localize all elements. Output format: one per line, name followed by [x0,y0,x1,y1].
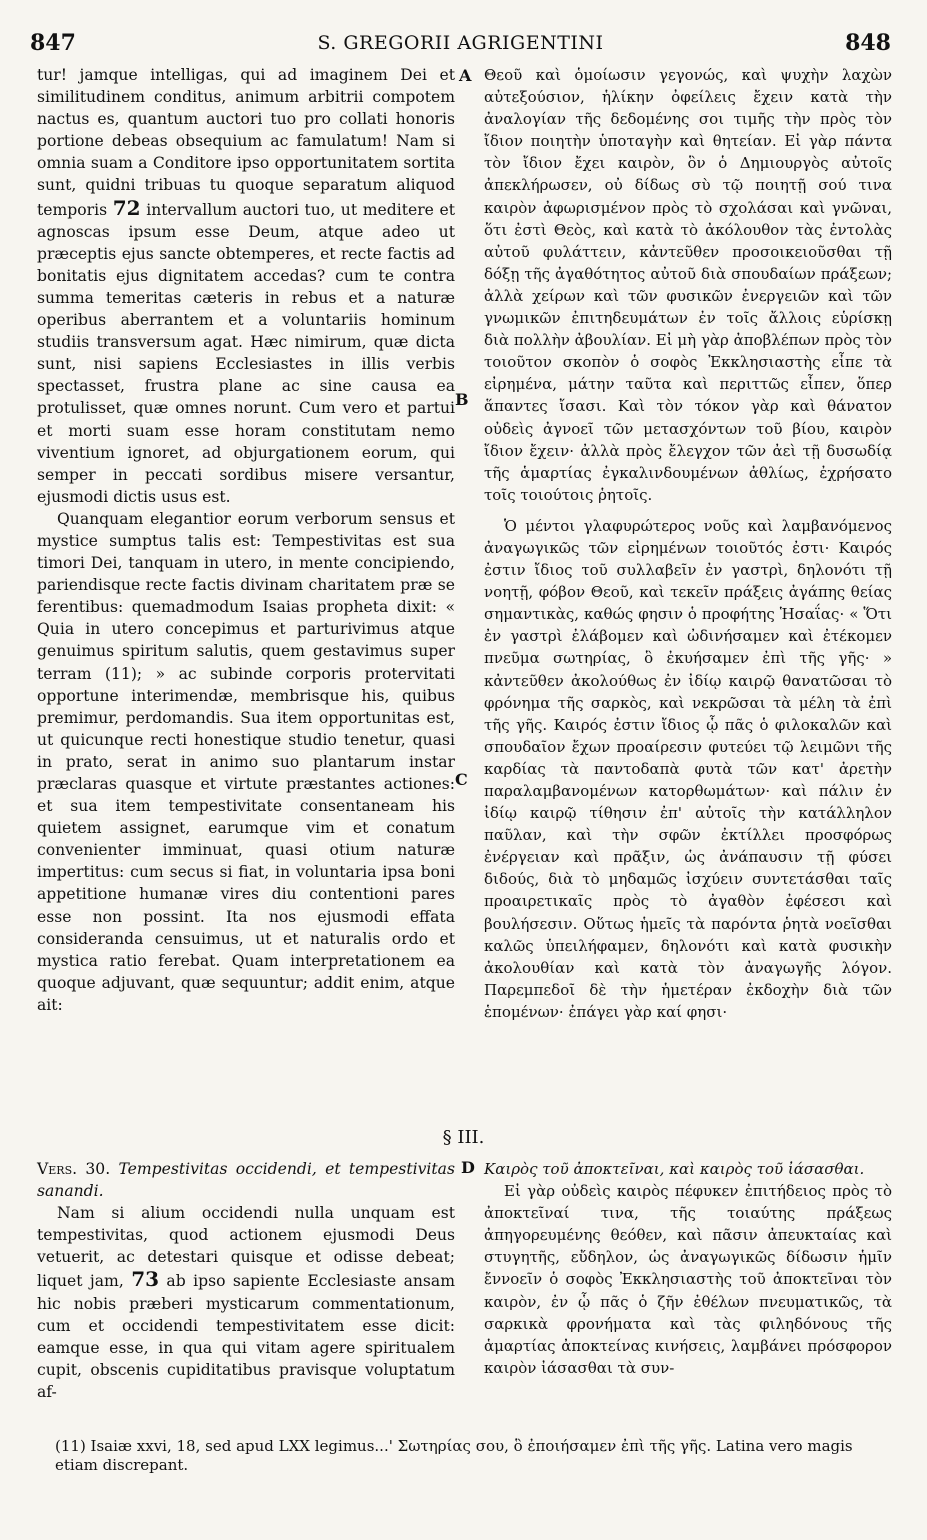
marker-a: A [459,66,472,85]
section-heading: § III. [442,1127,485,1148]
latin-paragraph-1: tur! jamque intelligas, qui ad imaginem Dei et similitudinem conditus, animum arbitrii compotem nactus es, quantum auctori tuo pro collati honoris portione debeas obsequium ac famulatum! Nam si omnia suam a Conditore ipso opportunitatem sortita sunt, quidni tribuas tu quoque separatum aliquod temporis 72 intervallum auctori tuo, ut meditere et agnoscas ipsum esse Deum, atque adeo ut præceptis ejus sancte obtemperes, et recte factis ad bonitatis ejus dignitatem accedas? cum te contra summa temeritas cæteris in rebus et a naturæ operibus aberrantem et a voluntariis hominum studiis transversum agat. Hæc nimirum, quæ dicta sunt, nisi sapiens Ecclesiastes in illis verbis spectasset, frustra plane ac sine causa ea protulisset, quæ omnes norunt. Cum vero et partui et morti suam esse horam constitutam nemo viventium ignoret, ad objurgationem eorum, qui semper in peccati sordibus misere versantur, ejusmodi dictis usus est. [37,66,456,506]
page-number-left: 847 [30,30,76,56]
greek-column-verse [484,1158,892,1379]
footnote: (11) Isaiæ xxvi, 18, sed apud LXX legimus...' Σωτηρίας σου, ὃ ἐποιήσαμεν ἐπὶ τῆς γῆς. Latina vero magis etiam discrepant. [55,1437,853,1474]
latin-paragraph-2: Quanquam elegantior eorum verborum sensus et mystice sumptus talis est: Tempestivitas est sua timori Dei, tanquam in utero, in mente concipiendo, pariendisque recte factis divinam charitatem præ se ferentibus: quemadmodum Isaias propheta dixit: « Quia in utero concepimus et parturivimus atque genuimus spiritum salutis, quem gestavimus super terram (11); » ac subinde corporis protervitati opportune interimendæ, membrisque his, quibus premimur, perdomandis. Sua item opportunitas est, ut quicunque recti honestique studio tenetur, quasi in prato, serat in animo suo plantarum instar præclaras quasque et virtute præstantes actiones: et sua item tempestivitate consentaneam his quietem assignet, earumque vim et conatum convenienter imminuat, quasi otium naturæ impertitus: cum secus si fiat, in voluntaria ipsa boni appetitione humanæ vires diu contentioni pares esse non possint. Ita nos ejusmodi effata consideranda censuimus, ut et naturalis ordo et mystica ratio ferebat. Quam interpretationem ea quoque adjuvant, quæ sequuntur; addit enim, atque ait: [37,509,455,1014]
greek-verse-heading: Καιρὸς τοῦ ἀποκτεῖναι, καὶ καιρὸς τοῦ ἰάσασθαι. [484,1160,865,1178]
column-number-73: 73 [131,1267,160,1292]
latin-verse-body: Nam si alium occidendi nulla unquam est tempestivitas, quod actionem ejusmodi Deus vetuerit, ac detestari quisque et odisse debeat; liquet jam, 73 ab ipso sapiente Ecclesiaste ansam hic nobis præberi mysticarum commentationum, cum et occidendi tempestivitatem esse dicit: eamque esse, in qua qui vitam agere spiritualem cupit, obscenis cupiditatibus pravisque voluptatum af- [37,1204,455,1401]
running-title: S. GREGORII AGRIGENTINI [317,32,604,54]
column-number-72: 72 [112,195,141,220]
latin-verse-heading [37,1158,455,1202]
latin-column-verse [37,1158,455,1403]
marker-c: C [455,770,468,789]
marker-b: B [455,390,469,409]
latin-column-top [37,64,455,1016]
page-number-right: 848 [845,30,891,56]
verse-title: Tempestivitas occidendi, et tempestivitas sanandi. [37,1160,455,1201]
page-header [30,30,891,60]
greek-column-top [484,64,892,1023]
greek-paragraph-2: Ὁ μέντοι γλαφυρώτερος νοῦς καὶ λαμβανόμενος ἀναγωγικῶς τῶν εἰρημένων τοιοῦτός ἐστι· Καιρός ἐστιν ἴδιος τοῦ συλλαβεῖν ἐν γαστρὶ, δηλονότι τῇ νοητῇ, φόβον Θεοῦ, καὶ τεκεῖν πράξεις ἀγάπης θείας σημαντικὰς, καθώς φησιν ὁ προφήτης Ἡσαΐας· « Ὅτι ἐν γαστρὶ ἐλάβομεν καὶ ὠδινήσαμεν καὶ ἐτέκομεν πνεῦμα σωτηρίας, ὃ ἐκυήσαμεν ἐπὶ τῆς γῆς· » κἀντεῦθεν ἀκολούθως ἐν ἰδίῳ καιρῷ θανατῶσαι τὸ φρόνημα τῆς σαρκὸς, καὶ νεκρῶσαι τὰ μέλη τὰ ἐπὶ τῆς γῆς. Καιρός ἐστιν ἴδιος ᾧ πᾶς ὁ φιλοκαλῶν καὶ σπουδαῖον ἔχων προαίρεσιν φυτεύει τῷ λειμῶνι τῆς καρδίας τὰ παντοδαπὰ φυτὰ τῶν κατ' ἀρετὴν παραλαμβανομένων κατορθωμάτων· καὶ πάλιν ἐν ἰδίῳ καιρῷ τίθησιν ἐπ' αὐτοῖς τὴν κατάλληλον παῦλαν, καὶ τὴν σφῶν ἐκτίλλει προσφόρως ἐνέργειαν καὶ πρᾶξιν, ὡς ἀνάπαυσιν τῇ φύσει διδούς, διὰ τὸ μηδαμῶς ἰσχύειν συντετάσθαι ταῖς προαιρετικαῖς πρὸς τὸ ἀγαθὸν ἐφέσεσι καὶ βουλήσεσιν. Οὕτως ἡμεῖς τὰ παρόντα ῥητὰ νοεῖσθαι καλῶς ὑπειλήφαμεν, δηλονότι καὶ κατὰ φυσικὴν ἀκολουθίαν καὶ κατὰ τὸν ἀναγωγῆς λόγον. Παρεμπεδοῖ δὲ τὴν ἡμετέραν ἐκδοχὴν διὰ τῶν ἑπομένων· ἐπάγει γὰρ καί φησι· [484,516,892,1021]
greek-paragraph-1: Θεοῦ καὶ ὁμοίωσιν γεγονώς, καὶ ψυχὴν λαχὼν αὐτεξούσιον, ἡλίκην ὀφείλεις ἔχειν κατὰ τὴν ἀναλογίαν τῆς δεδομένης σοι τιμῆς τὴν πρὸς τὸν ἴδιον ποιητὴν ὑποταγὴν καὶ θητείαν. Εἰ γὰρ πάντα τὸν ἴδιον ἔχει καιρὸν, ὃν ὁ Δημιουργὸς αὐτοῖς ἀπεκλήρωσεν, οὐ δίδως σὺ τῷ ποιητῇ σού τινα καιρὸν ἀφωρισμένον πρὸς τὸ σχολάσαι καὶ γνῶναι, ὅτι ἐστὶ Θεὸς, καὶ κατὰ τὸ ἀκόλουθον τὰς ἐντολὰς αὐτοῦ φυλάττειν, κἀντεῦθεν προσοικειοῦσθαι τῇ δόξῃ τῆς ἀγαθότητος αὐτοῦ διὰ σπουδαίων πράξεων; ἀλλὰ χείρων καὶ τῶν φυσικῶν ἐνεργειῶν καὶ τῶν γνωμικῶν ἐπιτηδευμάτων ἐν τοῖς ἄλλοις εὑρίσκῃ διὰ πολλὴν ἀβουλίαν. Εἰ μὴ γὰρ ἀποβλέπων πρὸς τὸν τοιοῦτον σκοπὸν ὁ σοφὸς Ἐκκλησιαστὴς εἶπε τὰ εἰρημένα, μάτην ταῦτα καὶ περιττῶς εἶπεν, ὅπερ ἅπαντες ἴσασι. Καὶ τὸν τόκον γὰρ καὶ θάνατον οὐδεὶς ἀγνοεῖ τῶν μετασχόντων τοῦ βίου, καιρὸν ἴδιον ἔχειν· ἀλλὰ πρὸς ἔλεγχον τῶν ἀεὶ τῇ δυσωδίᾳ τῆς ἁμαρτίας ἐγκαλινδουμένων ἀθλίως, ἐχρήσατο τοῖς τοιούτοις ῥητοῖς. [484,66,892,504]
greek-verse-body: Εἰ γὰρ οὐδεὶς καιρὸς πέφυκεν ἐπιτήδειος πρὸς τὸ ἀποκτεῖναί τινα, τῆς τοιαύτης πράξεως ἀπηγορευμένης θεόθεν, καὶ πᾶσιν ἀπευκταίας καὶ στυγητῆς, εὔδηλον, ὡς ἀναγωγικῶς δίδωσιν ἡμῖν ἔννοεῖν ὁ σοφὸς Ἐκκλησιαστὴς τοῦ ἀποκτεῖναι τὸν καιρὸν, ἐν ᾧ πᾶς ὁ ζῆν ἐθέλων πνευματικῶς, τὰ σαρκικὰ φρονήματα καὶ τὰς φιληδόνους τῆς ἁμαρτίας ἀποκτείνας κινήσεις, λαμβάνει πρόσφορον καιρὸν ἰάσασθαι τὰ συν- [484,1182,892,1377]
verse-label: Vers. 30. [37,1160,111,1178]
marker-d: D [461,1158,475,1177]
